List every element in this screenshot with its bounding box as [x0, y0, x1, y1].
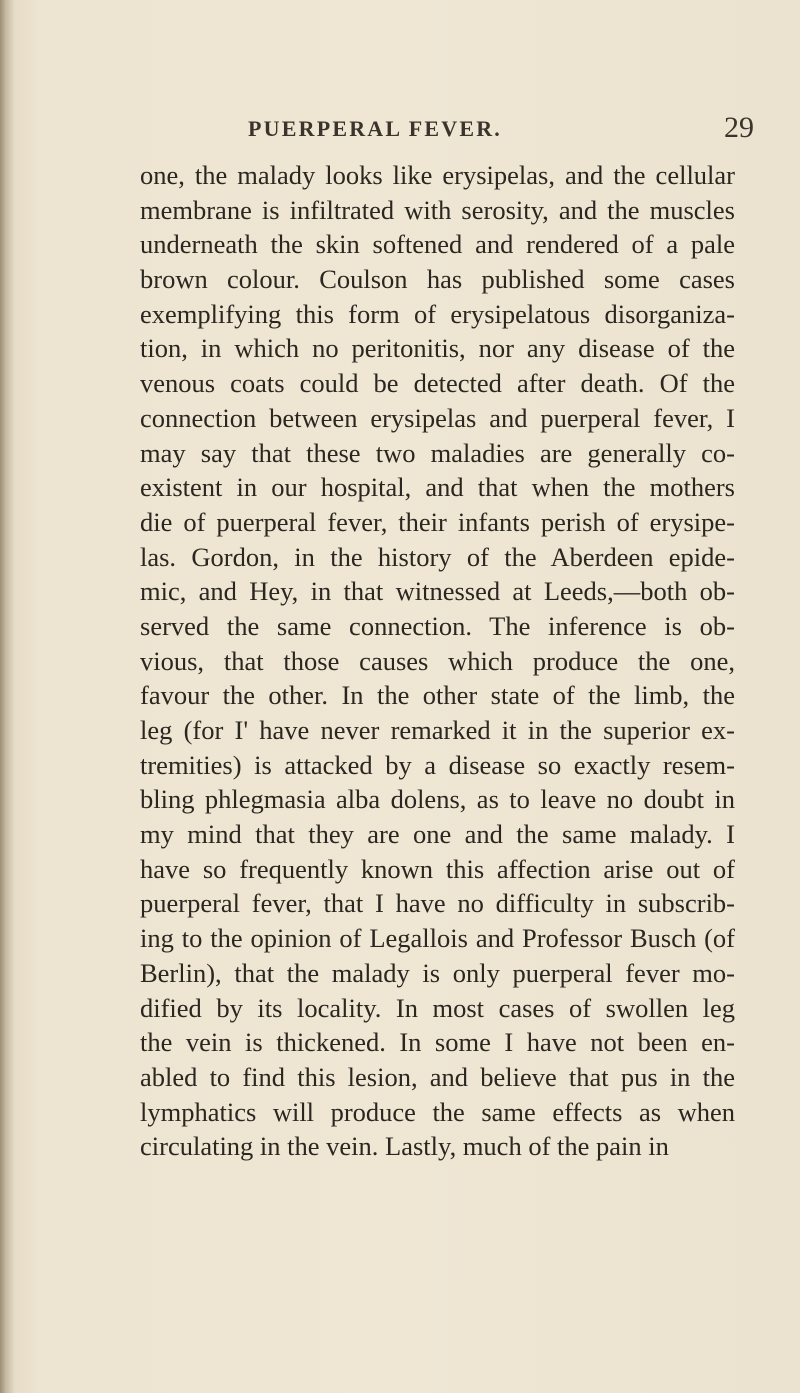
page-gutter [0, 0, 14, 1393]
text-line: exemplifying this form of erysipelatous disorganiza- [140, 298, 735, 329]
running-title: PUERPERAL FEVER. [248, 116, 502, 141]
text-line: existent in our hospital, and that when the mothers [140, 472, 735, 503]
text-line: dified by its locality. In most cases of swollen leg [140, 992, 735, 1023]
text-line: abled to find this lesion, and believe that pus in the [140, 1061, 735, 1092]
text-line: die of puerperal fever, their infants perish of erysipe- [140, 506, 735, 537]
running-head [0, 111, 800, 152]
text-line: vious, that those causes which produce the one, [140, 645, 735, 676]
text-line: ing to the opinion of Legallois and Professor Busch (of [140, 923, 735, 954]
text-line: las. Gordon, in the history of the Aberdeen epide- [140, 541, 735, 572]
text-line: Berlin), that the malady is only puerperal fever mo- [140, 957, 735, 988]
body-text [140, 158, 735, 1164]
text-line: brown colour. Coulson has published some cases [140, 264, 735, 295]
text-line: may say that these two maladies are generally co- [140, 437, 735, 468]
text-line: favour the other. In the other state of the limb, the [140, 680, 735, 711]
text-line: underneath the skin softened and rendered of a pale [140, 229, 735, 260]
text-line: the vein is thickened. In some I have not been en- [140, 1027, 735, 1058]
text-line: tion, in which no peritonitis, nor any disease of the [140, 333, 735, 364]
text-line: one, the malady looks like erysipelas, and the cellular [140, 160, 735, 190]
page-number: 29 [724, 111, 754, 144]
text-line: tremities) is attacked by a disease so exactly resem- [140, 749, 735, 780]
text-line: my mind that they are one and the same malady. I [140, 819, 735, 850]
text-line: have so frequently known this affection arise out of [140, 853, 735, 884]
text-line: lymphatics will produce the same effects as when [140, 1096, 735, 1127]
text-line: membrane is infiltrated with serosity, and the muscles [140, 194, 735, 225]
text-line: venous coats could be detected after death. Of the [140, 368, 735, 399]
text-line: circulating in the vein. Lastly, much of the pain in [140, 1131, 669, 1162]
text-line: bling phlegmasia alba dolens, as to leave no doubt in [140, 784, 735, 815]
text-line: mic, and Hey, in that witnessed at Leeds,—both ob- [140, 576, 735, 607]
text-line: leg (for I' have never remarked it in the superior ex- [140, 715, 735, 745]
text-line: connection between erysipelas and puerperal fever, I [140, 402, 735, 433]
text-line: puerperal fever, that I have no difficulty in subscrib- [140, 888, 735, 919]
text-line: served the same connection. The inference is ob- [140, 610, 735, 641]
